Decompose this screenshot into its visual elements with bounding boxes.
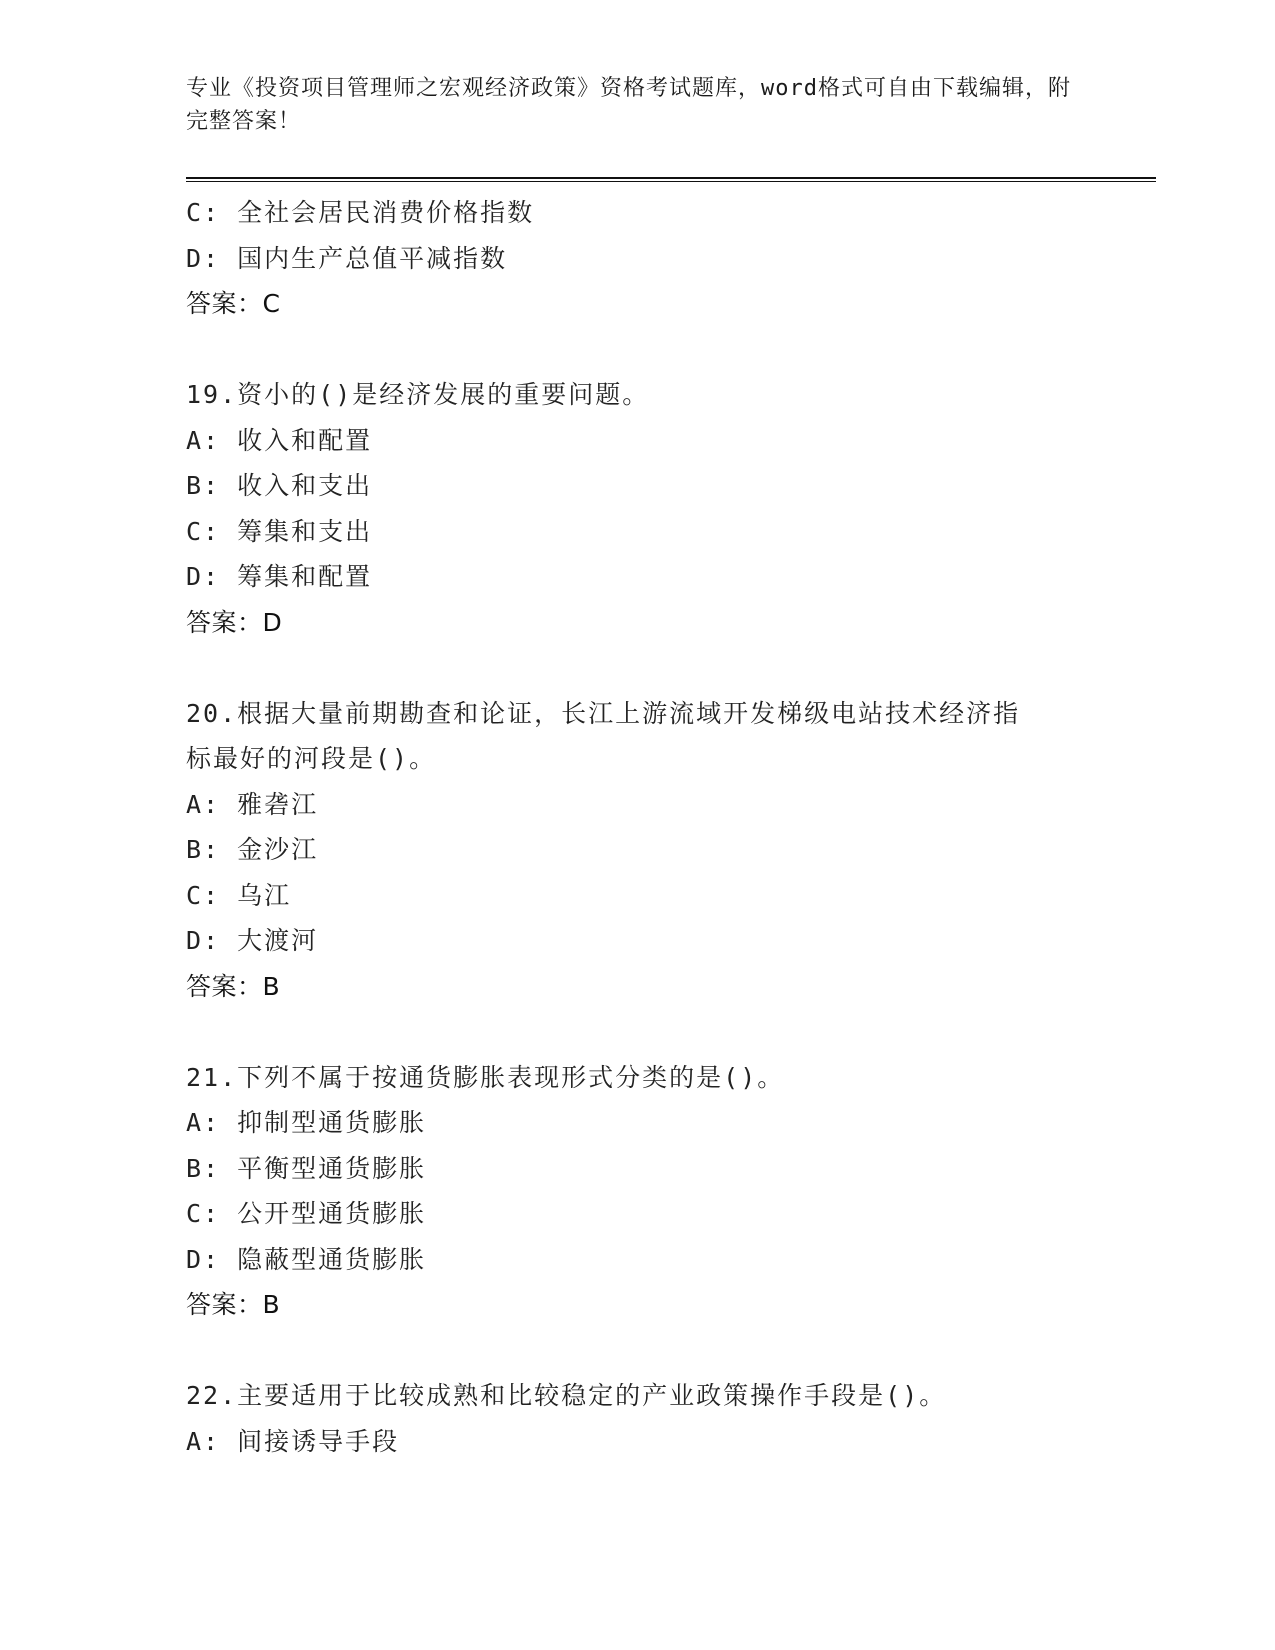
question-stem-line-1: 20.根据大量前期勘查和论证，长江上游流域开发梯级电站技术经济指 — [186, 698, 1021, 728]
spacer — [186, 327, 1086, 373]
document-header: 专业《投资项目管理师之宏观经济政策》资格考试题库，word格式可自由下载编辑，附完整答案！ — [186, 76, 1071, 134]
question-19 — [186, 372, 1086, 645]
option-c: C: 全社会居民消费价格指数 — [186, 198, 535, 227]
question-list — [186, 190, 1086, 1464]
question-22 — [186, 1373, 1086, 1464]
option-d: D: 国内生产总值平减指数 — [186, 243, 508, 273]
option-a: A: 抑制型通货膨胀 — [186, 1108, 427, 1137]
answer-label: 答案：B — [186, 1290, 281, 1319]
option-a: A: 间接诱导手段 — [186, 1426, 400, 1456]
answer-label: 答案：C — [186, 289, 281, 318]
answer-label: 答案：B — [186, 971, 281, 1001]
spacer — [186, 1009, 1086, 1055]
answer-label: 答案：D — [186, 607, 283, 637]
option-a: A: 收入和配置 — [186, 425, 373, 455]
header-divider-thick — [186, 177, 1156, 179]
question-18-continued — [186, 190, 1086, 327]
header-divider-thin — [186, 181, 1156, 182]
option-d: D: 隐蔽型通货膨胀 — [186, 1244, 427, 1274]
question-stem: 21.下列不属于按通货膨胀表现形式分类的是()。 — [186, 1062, 785, 1092]
option-c: C: 公开型通货膨胀 — [186, 1199, 427, 1228]
option-b: B: 平衡型通货膨胀 — [186, 1153, 427, 1183]
option-a: A: 雅砻江 — [186, 789, 319, 819]
option-c: C: 乌江 — [186, 880, 292, 910]
option-d: D: 筹集和配置 — [186, 562, 373, 591]
spacer — [186, 645, 1086, 691]
question-21 — [186, 1055, 1086, 1328]
question-stem-line-2: 标最好的河段是()。 — [186, 744, 437, 773]
option-d: D: 大渡河 — [186, 926, 319, 955]
question-stem: 19.资小的()是经济发展的重要问题。 — [186, 380, 650, 409]
option-b: B: 收入和支出 — [186, 471, 373, 500]
option-c: C: 筹集和支出 — [186, 516, 373, 546]
question-stem: 22.主要适用于比较成熟和比较稳定的产业政策操作手段是()。 — [186, 1381, 947, 1410]
spacer — [186, 1328, 1086, 1374]
option-b: B: 金沙江 — [186, 835, 319, 864]
question-20 — [186, 691, 1086, 1010]
